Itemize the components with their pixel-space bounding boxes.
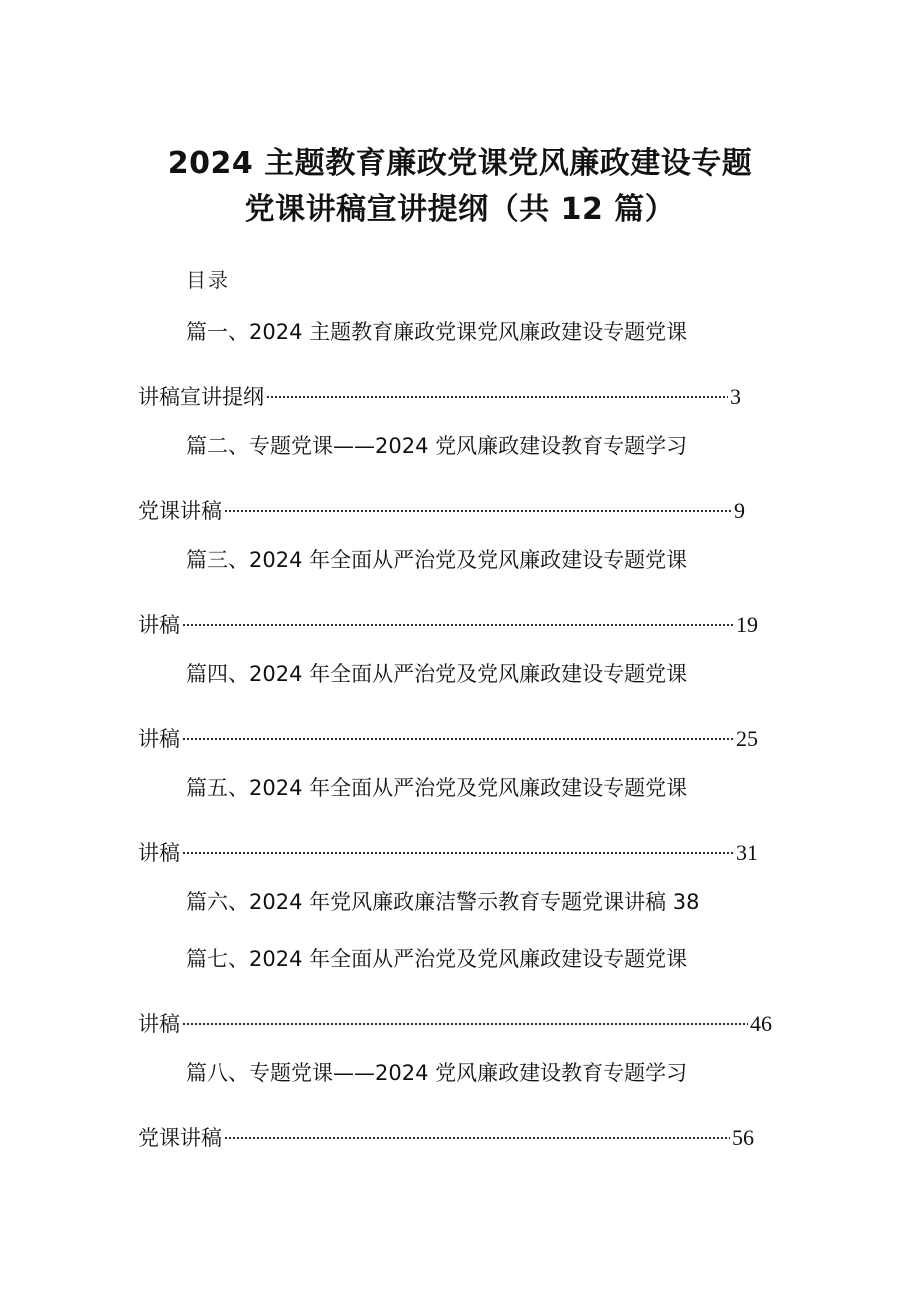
document-title-line-1: 2024 主题教育廉政党课党风廉政建设专题: [167, 146, 753, 181]
toc-entry-4-title-cont: 讲稿: [138, 727, 180, 751]
toc-entry-7-page: 46: [750, 1011, 772, 1036]
toc-entry-1-title[interactable]: 篇一、2024 主题教育廉政党课党风廉政建设专题党课: [186, 320, 688, 344]
document-title-line-2: 党课讲稿宣讲提纲（共 12 篇）: [244, 192, 676, 227]
toc-entry-1-title-cont: 讲稿宣讲提纲: [138, 385, 264, 409]
toc-heading: 目录: [186, 268, 230, 292]
toc-entry-5-title[interactable]: 篇五、2024 年全面从严治党及党风廉政建设专题党课: [186, 776, 688, 800]
toc-entry-8-title-cont: 党课讲稿: [138, 1126, 222, 1150]
toc-entry-8-continuation[interactable]: [138, 1115, 754, 1153]
toc-entry-7-continuation[interactable]: [138, 1001, 772, 1039]
toc-entry-3-title-cont: 讲稿: [138, 613, 180, 637]
toc-entry-7-title-cont: 讲稿: [138, 1012, 180, 1036]
toc-entry-2-continuation[interactable]: [138, 488, 745, 526]
toc-entry-8-page: 56: [732, 1125, 754, 1150]
toc-entry-5-leader: [182, 830, 734, 860]
toc-entry-7-title[interactable]: 篇七、2024 年全面从严治党及党风廉政建设专题党课: [186, 947, 688, 971]
toc-entry-2-leader: [224, 488, 732, 518]
toc-entry-1-page: 3: [730, 384, 741, 409]
toc-entry-3-leader: [182, 602, 734, 632]
toc-entry-2-page: 9: [734, 498, 745, 523]
toc-entry-4-leader: [182, 716, 734, 746]
toc-entry-4-page: 25: [736, 726, 758, 751]
toc-entry-6-title[interactable]: 篇六、2024 年党风廉政廉洁警示教育专题党课讲稿 38: [186, 890, 700, 914]
toc-entry-3-title[interactable]: 篇三、2024 年全面从严治党及党风廉政建设专题党课: [186, 548, 688, 572]
toc-entry-7-leader: [182, 1001, 748, 1031]
toc-entry-2-title-cont: 党课讲稿: [138, 499, 222, 523]
toc-entry-5-title-cont: 讲稿: [138, 841, 180, 865]
toc-entry-5-continuation[interactable]: [138, 830, 758, 868]
toc-entry-2-title[interactable]: 篇二、专题党课——2024 党风廉政建设教育专题学习: [186, 434, 688, 458]
toc-entry-4-title[interactable]: 篇四、2024 年全面从严治党及党风廉政建设专题党课: [186, 662, 688, 686]
toc-entry-3-continuation[interactable]: [138, 602, 758, 640]
toc-entry-1-continuation[interactable]: [138, 374, 741, 412]
toc-entry-3-page: 19: [736, 612, 758, 637]
toc-entry-1-leader: [266, 374, 728, 404]
toc-entry-4-continuation[interactable]: [138, 716, 758, 754]
toc-entry-8-title[interactable]: 篇八、专题党课——2024 党风廉政建设教育专题学习: [186, 1061, 688, 1085]
toc-entry-5-page: 31: [736, 840, 758, 865]
toc-entry-8-leader: [224, 1115, 730, 1145]
